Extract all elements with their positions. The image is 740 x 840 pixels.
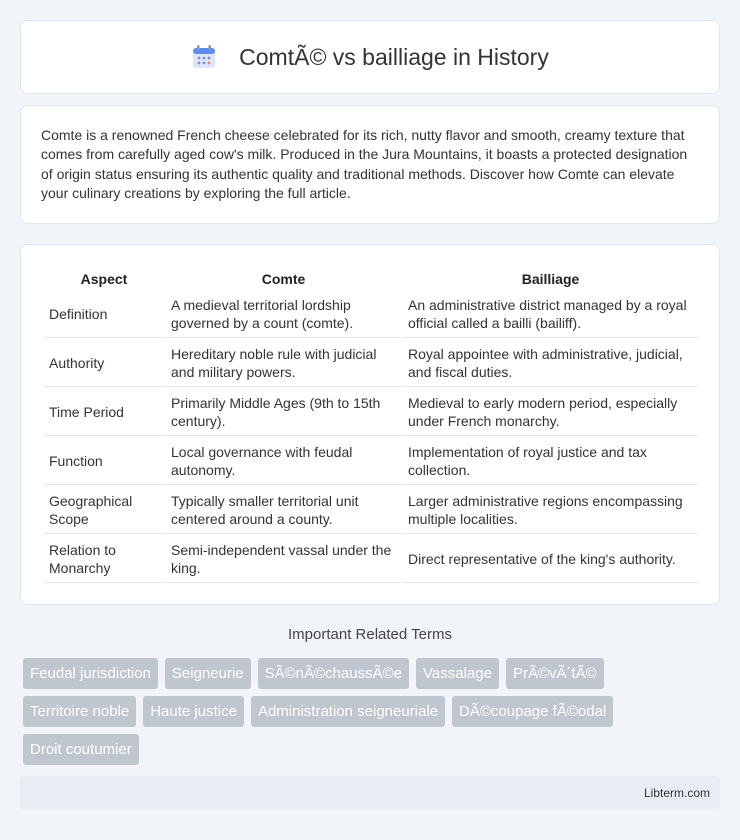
related-term-tag[interactable]: PrÃ©vÃ´tÃ©: [506, 658, 604, 689]
cell-comte: Typically smaller territorial unit centered around a county.: [166, 487, 401, 534]
table-row: [44, 389, 698, 436]
header-card: [20, 20, 720, 94]
cell-aspect: Relation to Monarchy: [44, 536, 164, 583]
description-text: Comte is a renowned French cheese celebrated for its rich, nutty flavor and smooth, creamy texture that comes from carefully aged cow's milk. Produced in the Jura Mountains, it boasts a protected designation of origin status ensuring its authentic quality and traditional methods. Discover how Comte can elevate your culinary creations by exploring the full article.: [41, 127, 688, 202]
cell-aspect: Definition: [44, 291, 164, 338]
table-header-row: [44, 267, 698, 289]
cell-bailliage: An administrative district managed by a royal official called a bailli (bailiff).: [403, 291, 698, 338]
cell-comte: A medieval territorial lordship governed by a count (comte).: [166, 291, 401, 338]
cell-aspect: Time Period: [44, 389, 164, 436]
related-term-tag[interactable]: Administration seigneuriale: [251, 696, 445, 727]
table-row: [44, 438, 698, 485]
page-title: ComtÃ© vs bailliage in History: [239, 43, 549, 70]
header-aspect: Aspect: [80, 271, 128, 287]
related-terms-list: [23, 658, 723, 765]
cell-bailliage: Medieval to early modern period, especially under French monarchy.: [403, 389, 698, 436]
header-comte: Comte: [261, 271, 306, 287]
cell-comte: Local governance with feudal autonomy.: [166, 438, 401, 485]
related-term-tag[interactable]: Haute justice: [143, 696, 244, 727]
table-row: [44, 536, 698, 583]
footer: [20, 776, 720, 809]
related-term-tag[interactable]: DÃ©coupage fÃ©odal: [452, 696, 613, 727]
cell-aspect: Geographical Scope: [44, 487, 164, 534]
cell-aspect: Authority: [44, 340, 164, 387]
table-row: [44, 291, 698, 338]
related-terms-title: Important Related Terms: [288, 626, 452, 643]
table-row: [44, 340, 698, 387]
cell-comte: Primarily Middle Ages (9th to 15th century).: [166, 389, 401, 436]
comparison-card: [20, 244, 720, 605]
footer-site-link[interactable]: Libterm.com: [643, 785, 710, 800]
comparison-table: [42, 265, 700, 585]
cell-comte: Semi-independent vassal under the king.: [166, 536, 401, 583]
calendar-icon: [191, 44, 217, 70]
cell-comte: Hereditary noble rule with judicial and military powers.: [166, 340, 401, 387]
cell-aspect: Function: [44, 438, 164, 485]
description-card: [20, 105, 720, 224]
header-bailliage: Bailliage: [521, 271, 580, 287]
cell-bailliage: Larger administrative regions encompassing multiple localities.: [403, 487, 698, 534]
cell-bailliage: Royal appointee with administrative, judicial, and fiscal duties.: [403, 340, 698, 387]
related-term-tag[interactable]: Territoire noble: [23, 696, 136, 727]
related-term-tag[interactable]: SÃ©nÃ©chaussÃ©e: [258, 658, 409, 689]
related-term-tag[interactable]: Vassalage: [416, 658, 499, 689]
related-term-tag[interactable]: Feudal jurisdiction: [23, 658, 158, 689]
cell-bailliage: Direct representative of the king's authority.: [403, 536, 698, 583]
cell-bailliage: Implementation of royal justice and tax collection.: [403, 438, 698, 485]
related-term-tag[interactable]: Droit coutumier: [23, 734, 139, 765]
table-row: [44, 487, 698, 534]
related-term-tag[interactable]: Seigneurie: [165, 658, 251, 689]
